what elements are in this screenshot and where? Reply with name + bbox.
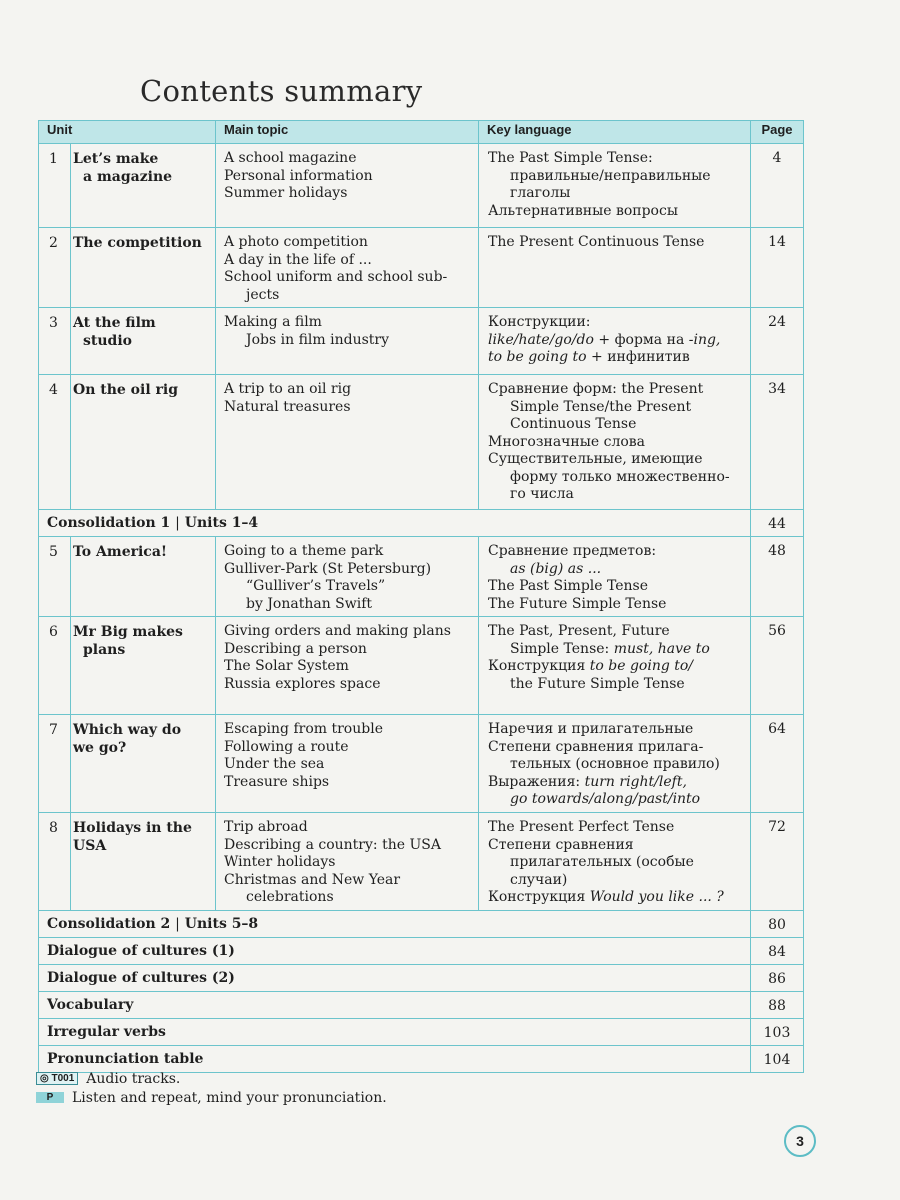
consolidation-2-label[interactable]: Consolidation 2 | Units 5–8	[39, 911, 751, 938]
key-line: Сравнение предметов:	[488, 543, 657, 559]
unit-key-language	[479, 813, 751, 911]
key-line: like/hate/go/do + форма на -ing,	[488, 331, 721, 348]
unit-topics	[216, 715, 479, 813]
topic-line: Russia explores space	[224, 675, 381, 692]
key-line: Конструкции:	[488, 314, 591, 330]
key-line: тельных (основное правило)	[510, 756, 720, 772]
topic-line: Trip abroad	[224, 819, 308, 835]
unit-name-line: The competition	[73, 235, 202, 251]
unit-page[interactable]: 56	[751, 617, 804, 715]
key-line: go towards/along/past/into	[510, 791, 701, 807]
unit-number: 5	[39, 537, 71, 617]
topic-line: Gulliver-Park (St Petersburg)	[224, 560, 432, 577]
unit-name-line: Which way do	[73, 722, 182, 738]
unit-topics	[216, 617, 479, 715]
topic-line: Jobs in film industry	[246, 331, 390, 348]
unit-key-language	[479, 375, 751, 510]
contents-table	[38, 120, 804, 1073]
key-line: The Past Simple Tense	[488, 578, 649, 594]
unit-page[interactable]: 34	[751, 375, 804, 510]
unit-name-line: At the film	[73, 315, 156, 331]
topic-line: Making a film	[224, 314, 322, 330]
unit-row	[39, 715, 804, 813]
extra-row	[39, 992, 804, 1019]
header-page: Page	[751, 121, 804, 144]
topic-line: Under the sea	[224, 756, 325, 772]
unit-name[interactable]	[71, 617, 216, 715]
key-line: правильные/неправильные	[510, 167, 711, 184]
topic-line: Going to a theme park	[224, 543, 384, 559]
unit-row	[39, 375, 804, 510]
unit-row	[39, 228, 804, 308]
unit-key-language	[479, 308, 751, 375]
unit-topics	[216, 144, 479, 228]
key-line: Альтернативные вопросы	[488, 202, 678, 219]
topic-line: Escaping from trouble	[224, 721, 383, 737]
extra-row	[39, 1019, 804, 1046]
unit-name-line: On the oil rig	[73, 382, 179, 398]
key-line: Конструкция to be going to/	[488, 658, 694, 674]
key-line: The Past Simple Tense:	[488, 150, 653, 166]
key-line: Continuous Tense	[510, 416, 637, 432]
topic-line: celebrations	[246, 889, 334, 905]
unit-number: 1	[39, 144, 71, 228]
topic-line: A school magazine	[224, 150, 357, 166]
key-line: as (big) as ...	[510, 560, 602, 577]
key-line: случаи)	[510, 871, 568, 888]
unit-page[interactable]: 72	[751, 813, 804, 911]
topic-line: The Solar System	[224, 658, 349, 674]
unit-page[interactable]: 4	[751, 144, 804, 228]
topic-line: Giving orders and making plans	[224, 623, 451, 639]
unit-name[interactable]	[71, 537, 216, 617]
pronunciation-badge: P	[36, 1092, 64, 1103]
topic-line: A trip to an oil rig	[224, 381, 352, 397]
header-unit: Unit	[39, 121, 216, 144]
key-line: Simple Tense/the Present	[510, 398, 692, 415]
unit-number: 2	[39, 228, 71, 308]
unit-topics	[216, 228, 479, 308]
key-line: Сравнение форм: the Present	[488, 381, 704, 397]
unit-name-line: To America!	[73, 544, 168, 560]
dialogue-of-cultures-2-page[interactable]: 86	[751, 965, 804, 992]
dialogue-of-cultures-1-label[interactable]: Dialogue of cultures (1)	[39, 938, 751, 965]
unit-name[interactable]	[71, 308, 216, 375]
unit-row	[39, 617, 804, 715]
unit-name[interactable]	[71, 813, 216, 911]
consolidation-row	[39, 510, 804, 537]
topic-line: by Jonathan Swift	[246, 595, 373, 612]
legend-pronunciation-text: Listen and repeat, mind your pronunciation.	[72, 1090, 387, 1106]
legend-pronunciation	[36, 1090, 387, 1106]
unit-page[interactable]: 24	[751, 308, 804, 375]
topic-line: Following a route	[224, 738, 349, 755]
unit-key-language	[479, 228, 751, 308]
key-line: Степени сравнения прилага-	[488, 738, 704, 755]
unit-name-line: plans	[83, 641, 126, 658]
key-line: the Future Simple Tense	[510, 675, 685, 692]
irregular-verbs-label[interactable]: Irregular verbs	[39, 1019, 751, 1046]
key-line: Конструкция Would you like ... ?	[488, 889, 724, 905]
unit-page[interactable]: 48	[751, 537, 804, 617]
unit-number: 7	[39, 715, 71, 813]
topic-line: A day in the life of ...	[224, 251, 372, 268]
pronunciation-table-page[interactable]: 104	[751, 1046, 804, 1073]
unit-row	[39, 308, 804, 375]
unit-page[interactable]: 14	[751, 228, 804, 308]
topic-line: A photo competition	[224, 234, 368, 250]
key-line: прилагательных (особые	[510, 854, 694, 870]
header-key-language: Key language	[479, 121, 751, 144]
unit-row	[39, 144, 804, 228]
unit-topics	[216, 537, 479, 617]
irregular-verbs-page[interactable]: 103	[751, 1019, 804, 1046]
unit-name-line: we go?	[73, 739, 127, 756]
unit-key-language	[479, 617, 751, 715]
key-line: Simple Tense: must, have to	[510, 640, 710, 657]
vocabulary-label[interactable]: Vocabulary	[39, 992, 751, 1019]
legend-audio	[36, 1071, 180, 1087]
pronunciation-table-label[interactable]: Pronunciation table	[39, 1046, 751, 1073]
key-line: Существительные, имеющие	[488, 451, 703, 467]
topic-line: Natural treasures	[224, 398, 351, 415]
unit-topics	[216, 375, 479, 510]
page-number: 3	[784, 1125, 816, 1157]
key-line: го числа	[510, 486, 574, 502]
key-line: глаголы	[510, 185, 571, 201]
topic-line: Describing a person	[224, 640, 367, 657]
unit-page[interactable]: 64	[751, 715, 804, 813]
topic-line: Describing a country: the USA	[224, 836, 441, 853]
key-line: Степени сравнения	[488, 836, 634, 853]
topic-line: School uniform and school sub-	[224, 269, 448, 285]
unit-number: 6	[39, 617, 71, 715]
extra-row	[39, 1046, 804, 1073]
unit-name-line: studio	[83, 332, 132, 349]
key-line: Выражения: turn right/left,	[488, 773, 687, 790]
header-main-topic: Main topic	[216, 121, 479, 144]
legend-audio-text: Audio tracks.	[86, 1071, 181, 1087]
unit-key-language	[479, 715, 751, 813]
topic-line: “Gulliver’s Travels”	[246, 578, 386, 594]
unit-topics	[216, 813, 479, 911]
audio-track-badge: ◎ T001	[36, 1072, 78, 1085]
key-line: форму только множественно-	[510, 468, 730, 485]
consolidation-1-label[interactable]: Consolidation 1 | Units 1–4	[39, 510, 751, 537]
dialogue-of-cultures-1-page[interactable]: 84	[751, 938, 804, 965]
unit-row	[39, 813, 804, 911]
key-line: The Future Simple Tense	[488, 595, 667, 612]
consolidation-row	[39, 911, 804, 938]
unit-name-line: Holidays in the	[73, 820, 192, 836]
extra-row	[39, 938, 804, 965]
consolidation-1-page[interactable]: 44	[751, 510, 804, 537]
dialogue-of-cultures-2-label[interactable]: Dialogue of cultures (2)	[39, 965, 751, 992]
unit-key-language	[479, 144, 751, 228]
vocabulary-page[interactable]: 88	[751, 992, 804, 1019]
key-line: to be going to + инфинитив	[488, 349, 690, 365]
page-title: Contents summary	[140, 74, 423, 108]
unit-name-line: a magazine	[83, 168, 173, 185]
key-line: The Past, Present, Future	[488, 623, 670, 639]
extra-row	[39, 965, 804, 992]
key-line: The Present Continuous Tense	[488, 234, 705, 250]
unit-name-line: USA	[73, 837, 107, 854]
consolidation-2-page[interactable]: 80	[751, 911, 804, 938]
key-line: The Present Perfect Tense	[488, 819, 675, 835]
unit-number: 4	[39, 375, 71, 510]
unit-topics	[216, 308, 479, 375]
topic-line: Christmas and New Year	[224, 871, 401, 888]
unit-key-language	[479, 537, 751, 617]
unit-row	[39, 537, 804, 617]
unit-name[interactable]	[71, 375, 216, 510]
unit-number: 8	[39, 813, 71, 911]
unit-name[interactable]	[71, 144, 216, 228]
key-line: Многозначные слова	[488, 433, 646, 450]
unit-name[interactable]	[71, 228, 216, 308]
topic-line: Personal information	[224, 167, 373, 184]
table-header-row	[39, 121, 804, 144]
unit-number: 3	[39, 308, 71, 375]
topic-line: jects	[246, 286, 280, 303]
topic-line: Treasure ships	[224, 773, 330, 790]
topic-line: Winter holidays	[224, 854, 336, 870]
unit-name[interactable]	[71, 715, 216, 813]
unit-name-line: Mr Big makes	[73, 624, 183, 640]
unit-name-line: Let’s make	[73, 151, 159, 167]
topic-line: Summer holidays	[224, 185, 348, 201]
key-line: Наречия и прилагательные	[488, 721, 694, 737]
